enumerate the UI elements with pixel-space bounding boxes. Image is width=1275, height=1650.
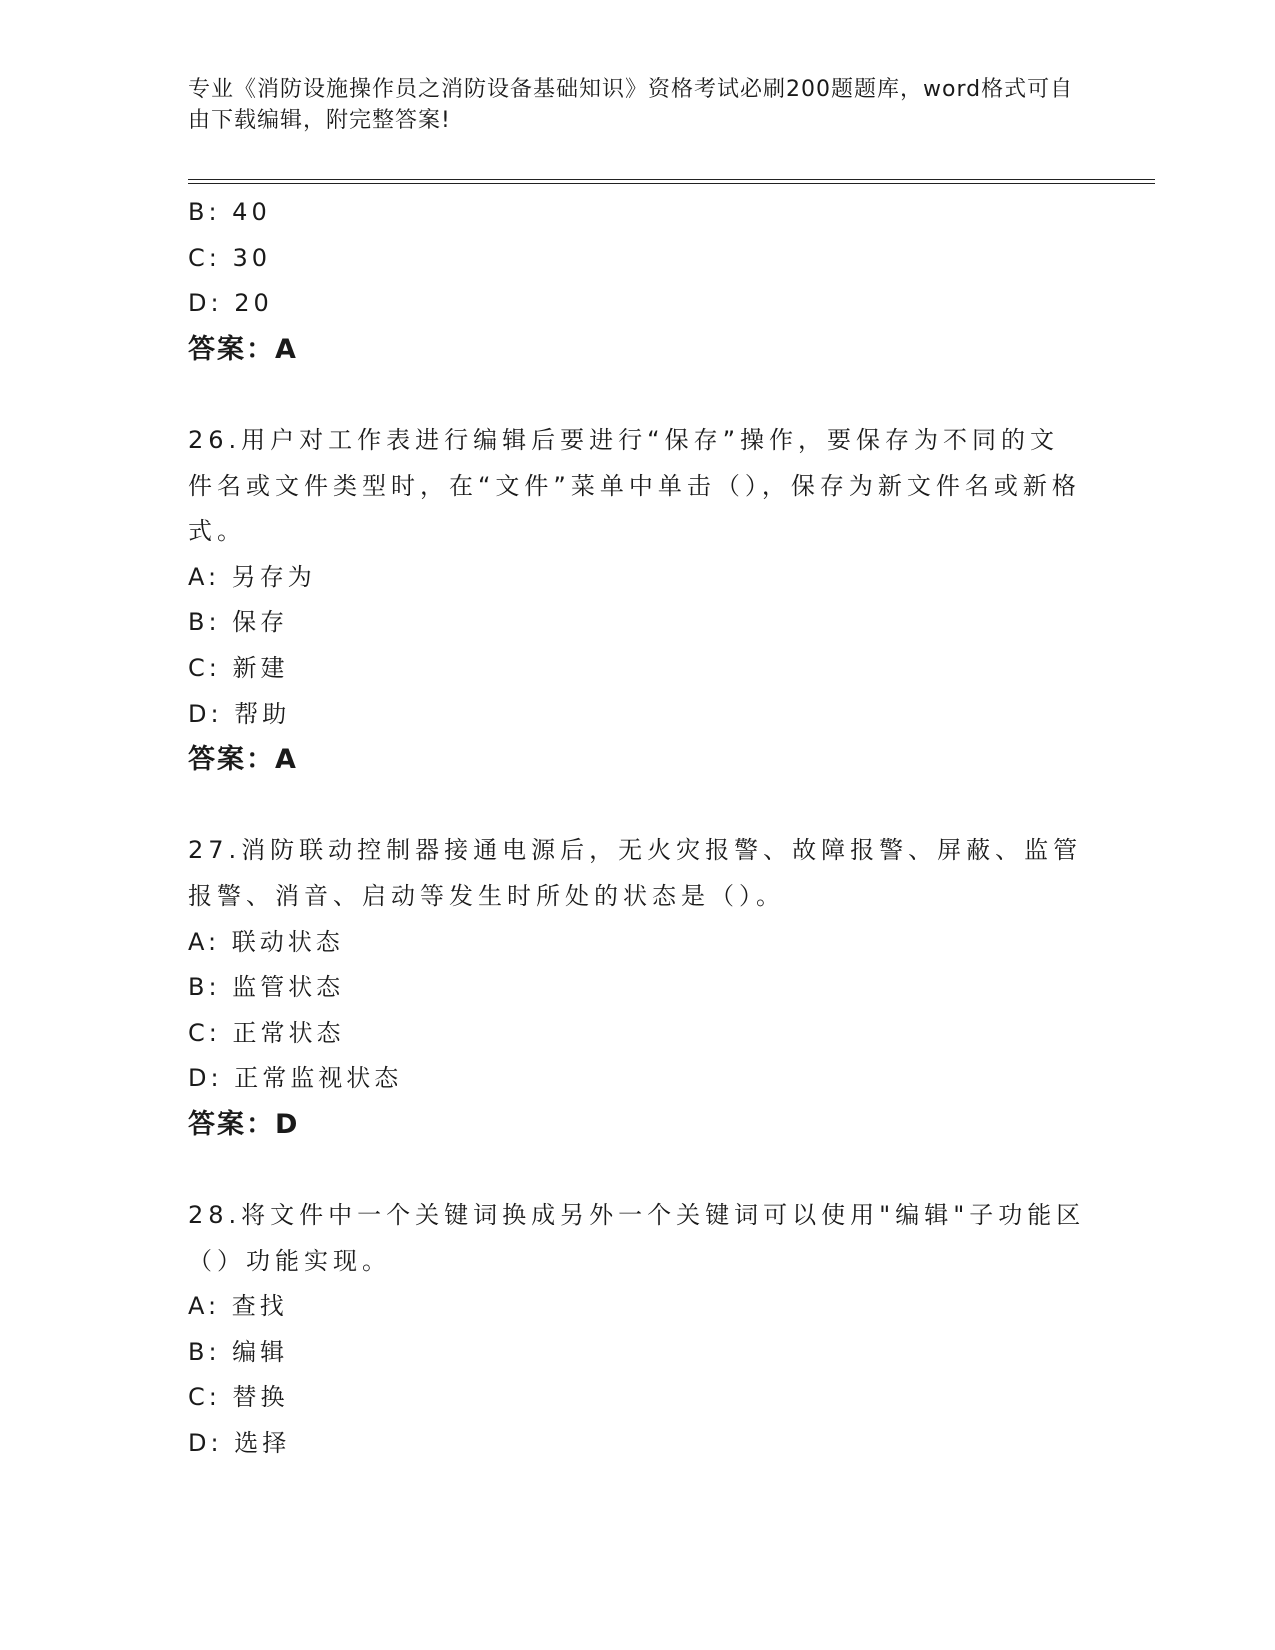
option-a: A: 另存为 [188, 562, 316, 591]
option-b: B: 编辑 [188, 1337, 289, 1366]
option-b: B: 40 [188, 198, 271, 226]
question-stem: 27.消防联动控制器接通电源后，无火灾报警、故障报警、屏蔽、监管报警、消音、启动等发生时所处的状态是（）。 [188, 836, 1083, 910]
option-c: C: 新建 [188, 653, 289, 682]
question-stem: 28.将文件中一个关键词换成另外一个关键词可以使用"编辑"子功能区（）功能实现。 [188, 1201, 1086, 1275]
option-d: D: 正常监视状态 [188, 1064, 403, 1093]
question-stem: 26.用户对工作表进行编辑后要进行“保存”操作，要保存为不同的文件名或文件类型时，在“文件”菜单中单击（），保存为新文件名或新格式。 [188, 425, 1081, 546]
option-b: B: 监管状态 [188, 973, 345, 1002]
question-27 [188, 828, 1088, 1147]
option-c: C: 正常状态 [188, 1018, 345, 1047]
document-body [188, 190, 1088, 1467]
question-28 [188, 1193, 1088, 1467]
question-26 [188, 418, 1088, 783]
answer: 答案：A [188, 333, 298, 365]
document-header: 专业《消防设施操作员之消防设备基础知识》资格考试必刷200题题库，word格式可自由下载编辑，附完整答案! [188, 77, 1074, 133]
previous-question-tail [188, 190, 1088, 372]
option-d: D: 20 [188, 289, 273, 318]
option-c: C: 30 [188, 243, 272, 272]
answer: 答案：D [188, 1108, 300, 1140]
option-c: C: 替换 [188, 1383, 289, 1412]
header-divider [188, 179, 1155, 184]
option-d: D: 选择 [188, 1429, 291, 1458]
option-b: B: 保存 [188, 608, 289, 637]
answer: 答案：A [188, 744, 298, 776]
option-a: A: 联动状态 [188, 927, 344, 956]
option-a: A: 查找 [188, 1292, 288, 1321]
option-d: D: 帮助 [188, 699, 291, 728]
